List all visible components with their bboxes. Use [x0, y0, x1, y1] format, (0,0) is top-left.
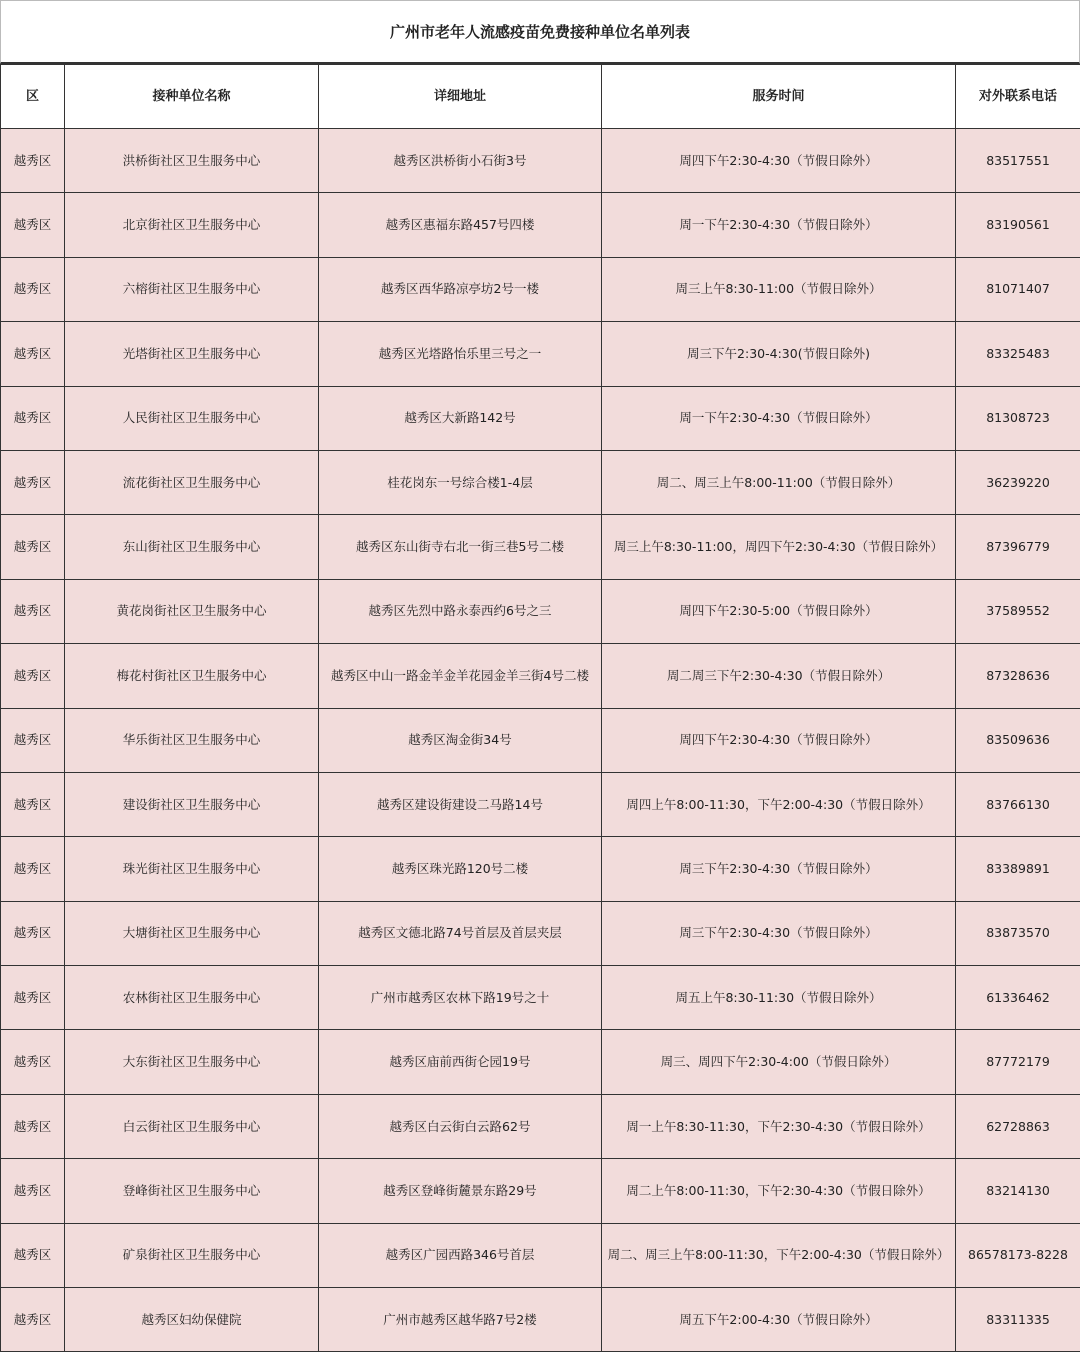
site-name-cell: 越秀区妇幼保健院 [65, 1288, 319, 1352]
address-cell: 越秀区建设街建设二马路14号 [319, 772, 602, 836]
table-row [1, 837, 1080, 901]
table-row [1, 708, 1080, 772]
phone-cell: 62728863 [956, 1094, 1080, 1158]
phone-cell: 37589552 [956, 579, 1080, 643]
service-time-cell: 周二周三下午2:30-4:30（节假日除外） [602, 644, 956, 708]
service-time-cell: 周五上午8:30-11:30（节假日除外） [602, 966, 956, 1030]
district-cell: 越秀区 [1, 1159, 65, 1223]
table-body [1, 129, 1080, 1352]
district-cell: 越秀区 [1, 386, 65, 450]
table-row [1, 515, 1080, 579]
phone-cell: 87328636 [956, 644, 1080, 708]
header-site-name: 接种单位名称 [65, 65, 319, 129]
address-cell: 桂花岗东一号综合楼1-4层 [319, 450, 602, 514]
document-title: 广州市老年人流感疫苗免费接种单位名单列表 [0, 0, 1080, 64]
table-row [1, 322, 1080, 386]
address-cell: 越秀区惠福东路457号四楼 [319, 193, 602, 257]
phone-cell: 83214130 [956, 1159, 1080, 1223]
service-time-cell: 周二、周三上午8:00-11:30，下午2:00-4:30（节假日除外） [602, 1223, 956, 1287]
address-cell: 越秀区淘金街34号 [319, 708, 602, 772]
site-name-cell: 珠光街社区卫生服务中心 [65, 837, 319, 901]
phone-cell: 87396779 [956, 515, 1080, 579]
service-time-cell: 周四下午2:30-4:30（节假日除外） [602, 129, 956, 193]
phone-cell: 87772179 [956, 1030, 1080, 1094]
district-cell: 越秀区 [1, 257, 65, 321]
address-cell: 越秀区登峰街麓景东路29号 [319, 1159, 602, 1223]
district-cell: 越秀区 [1, 837, 65, 901]
table-row [1, 386, 1080, 450]
service-time-cell: 周四上午8:00-11:30，下午2:00-4:30（节假日除外） [602, 772, 956, 836]
address-cell: 越秀区白云街白云路62号 [319, 1094, 602, 1158]
table-row [1, 1223, 1080, 1287]
table-row [1, 1030, 1080, 1094]
district-cell: 越秀区 [1, 450, 65, 514]
district-cell: 越秀区 [1, 129, 65, 193]
phone-cell: 83766130 [956, 772, 1080, 836]
table-row [1, 450, 1080, 514]
address-cell: 越秀区文德北路74号首层及首层夹层 [319, 901, 602, 965]
site-name-cell: 华乐街社区卫生服务中心 [65, 708, 319, 772]
phone-cell: 83389891 [956, 837, 1080, 901]
service-time-cell: 周五下午2:00-4:30（节假日除外） [602, 1288, 956, 1352]
phone-cell: 61336462 [956, 966, 1080, 1030]
service-time-cell: 周三上午8:30-11:00（节假日除外） [602, 257, 956, 321]
district-cell: 越秀区 [1, 644, 65, 708]
district-cell: 越秀区 [1, 193, 65, 257]
site-name-cell: 建设街社区卫生服务中心 [65, 772, 319, 836]
service-time-cell: 周四下午2:30-4:30（节假日除外） [602, 708, 956, 772]
table-row [1, 1094, 1080, 1158]
site-name-cell: 梅花村街社区卫生服务中心 [65, 644, 319, 708]
service-time-cell: 周三、周四下午2:30-4:00（节假日除外） [602, 1030, 956, 1094]
site-name-cell: 大东街社区卫生服务中心 [65, 1030, 319, 1094]
header-address: 详细地址 [319, 65, 602, 129]
site-name-cell: 人民街社区卫生服务中心 [65, 386, 319, 450]
service-time-cell: 周三下午2:30-4:30（节假日除外） [602, 901, 956, 965]
address-cell: 越秀区广园西路346号首层 [319, 1223, 602, 1287]
district-cell: 越秀区 [1, 322, 65, 386]
service-time-cell: 周一下午2:30-4:30（节假日除外） [602, 193, 956, 257]
service-time-cell: 周二、周三上午8:00-11:00（节假日除外） [602, 450, 956, 514]
table-row [1, 772, 1080, 836]
site-name-cell: 白云街社区卫生服务中心 [65, 1094, 319, 1158]
phone-cell: 83190561 [956, 193, 1080, 257]
address-cell: 越秀区西华路凉亭坊2号一楼 [319, 257, 602, 321]
service-time-cell: 周三下午2:30-4:30(节假日除外) [602, 322, 956, 386]
site-name-cell: 大塘街社区卫生服务中心 [65, 901, 319, 965]
address-cell: 广州市越秀区越华路7号2楼 [319, 1288, 602, 1352]
table-row [1, 966, 1080, 1030]
site-name-cell: 矿泉街社区卫生服务中心 [65, 1223, 319, 1287]
district-cell: 越秀区 [1, 772, 65, 836]
service-time-cell: 周一上午8:30-11:30，下午2:30-4:30（节假日除外） [602, 1094, 956, 1158]
address-cell: 越秀区珠光路120号二楼 [319, 837, 602, 901]
table-row [1, 257, 1080, 321]
district-cell: 越秀区 [1, 708, 65, 772]
phone-cell: 86578173-8228 [956, 1223, 1080, 1287]
service-time-cell: 周三下午2:30-4:30（节假日除外） [602, 837, 956, 901]
district-cell: 越秀区 [1, 901, 65, 965]
header-row [1, 65, 1080, 129]
address-cell: 越秀区洪桥街小石街3号 [319, 129, 602, 193]
phone-cell: 36239220 [956, 450, 1080, 514]
site-name-cell: 黄花岗街社区卫生服务中心 [65, 579, 319, 643]
header-phone: 对外联系电话 [956, 65, 1080, 129]
phone-cell: 81071407 [956, 257, 1080, 321]
table-row [1, 579, 1080, 643]
district-cell: 越秀区 [1, 966, 65, 1030]
table-row [1, 1159, 1080, 1223]
site-name-cell: 登峰街社区卫生服务中心 [65, 1159, 319, 1223]
site-name-cell: 北京街社区卫生服务中心 [65, 193, 319, 257]
district-cell: 越秀区 [1, 579, 65, 643]
header-service-time: 服务时间 [602, 65, 956, 129]
phone-cell: 83517551 [956, 129, 1080, 193]
phone-cell: 81308723 [956, 386, 1080, 450]
service-time-cell: 周四下午2:30-5:00（节假日除外） [602, 579, 956, 643]
table-row [1, 193, 1080, 257]
service-time-cell: 周二上午8:00-11:30，下午2:30-4:30（节假日除外） [602, 1159, 956, 1223]
table-row [1, 644, 1080, 708]
address-cell: 越秀区光塔路怡乐里三号之一 [319, 322, 602, 386]
vaccination-sites-table [0, 64, 1080, 1352]
table-row [1, 129, 1080, 193]
site-name-cell: 东山街社区卫生服务中心 [65, 515, 319, 579]
address-cell: 越秀区东山街寺右北一街三巷5号二楼 [319, 515, 602, 579]
district-cell: 越秀区 [1, 1030, 65, 1094]
district-cell: 越秀区 [1, 515, 65, 579]
site-name-cell: 光塔街社区卫生服务中心 [65, 322, 319, 386]
address-cell: 越秀区中山一路金羊金羊花园金羊三街4号二楼 [319, 644, 602, 708]
service-time-cell: 周一下午2:30-4:30（节假日除外） [602, 386, 956, 450]
address-cell: 越秀区大新路142号 [319, 386, 602, 450]
header-district: 区 [1, 65, 65, 129]
district-cell: 越秀区 [1, 1094, 65, 1158]
site-name-cell: 六榕街社区卫生服务中心 [65, 257, 319, 321]
phone-cell: 83311335 [956, 1288, 1080, 1352]
table-row [1, 901, 1080, 965]
phone-cell: 83873570 [956, 901, 1080, 965]
site-name-cell: 洪桥街社区卫生服务中心 [65, 129, 319, 193]
address-cell: 广州市越秀区农林下路19号之十 [319, 966, 602, 1030]
service-time-cell: 周三上午8:30-11:00，周四下午2:30-4:30（节假日除外） [602, 515, 956, 579]
district-cell: 越秀区 [1, 1288, 65, 1352]
phone-cell: 83325483 [956, 322, 1080, 386]
site-name-cell: 农林街社区卫生服务中心 [65, 966, 319, 1030]
address-cell: 越秀区庙前西街仑园19号 [319, 1030, 602, 1094]
district-cell: 越秀区 [1, 1223, 65, 1287]
phone-cell: 83509636 [956, 708, 1080, 772]
address-cell: 越秀区先烈中路永泰西约6号之三 [319, 579, 602, 643]
site-name-cell: 流花街社区卫生服务中心 [65, 450, 319, 514]
table-row [1, 1288, 1080, 1352]
